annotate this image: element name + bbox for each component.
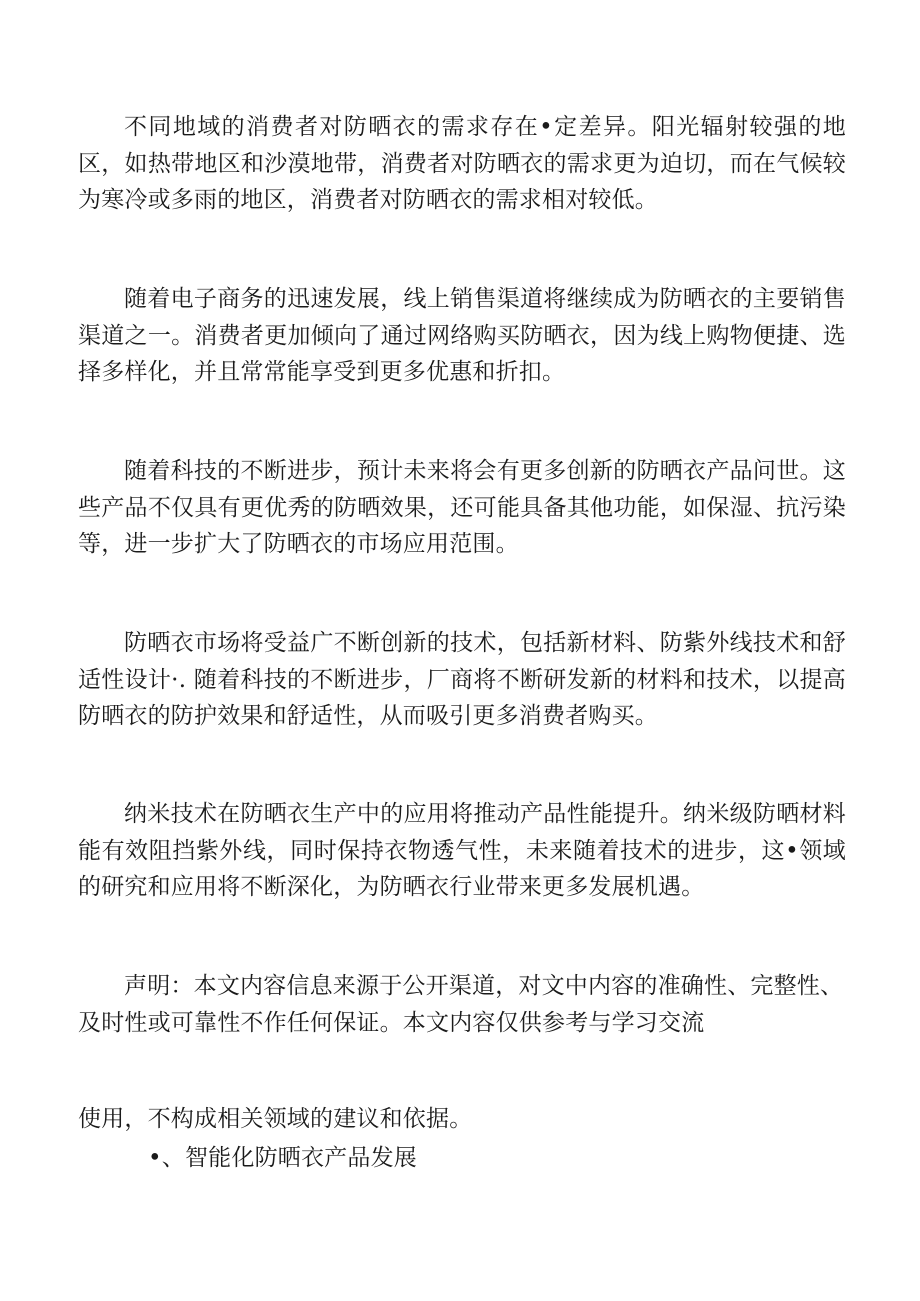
paragraph-innovation: 随着科技的不断进步，预计未来将会有更多创新的防晒衣产品问世。这些产品不仅具有更优秀的防晒效果，还可能具备其他功能，如保湿、抗污染等，进一步扩大了防晒衣的市场应用范围。 <box>78 458 846 557</box>
paragraph-technology: 防晒衣市场将受益广不断创新的技术，包括新材料、防紫外线技术和舒适性设计·. 随着科技的不断进步，厂商将不断研发新的材料和技术，以提高防晒衣的防护效果和舒适性，从而吸引更多消费者购买。 <box>78 630 846 729</box>
paragraph-regional-demand: 不同地域的消费者对防晒衣的需求存在•定差异。阳光辐射较强的地区，如热带地区和沙漠地带，消费者对防晒衣的需求更为迫切，而在气候较为寒冷或多雨的地区，消费者对防晒衣的需求相对较低。 <box>78 114 846 213</box>
disclaimer-continuation: 使用，不构成相关领域的建议和依据。 <box>78 1106 473 1132</box>
disclaimer-paragraph: 声明：本文内容信息来源于公开渠道，对文中内容的准确性、完整性、及时性或可靠性不作任何保证。本文内容仅供参考与学习交流 <box>78 973 844 1036</box>
section-heading: •、智能化防晒衣产品发展 <box>148 1145 417 1171</box>
paragraph-online-sales: 随着电子商务的迅速发展，线上销售渠道将继续成为防晒衣的主要销售渠道之一。消费者更加倾向了通过网络购买防晒衣，因为线上购物便捷、选择多样化，并且常常能享受到更多优惠和折扣。 <box>78 286 846 385</box>
paragraph-nanotech: 纳米技术在防晒衣生产中的应用将推动产品性能提升。纳米级防晒材料能有效阻挡紫外线，同时保持衣物透气性，未来随着技术的进步，这•领域的研究和应用将不断深化，为防晒衣行业带来更多发展机遇。 <box>78 801 846 900</box>
